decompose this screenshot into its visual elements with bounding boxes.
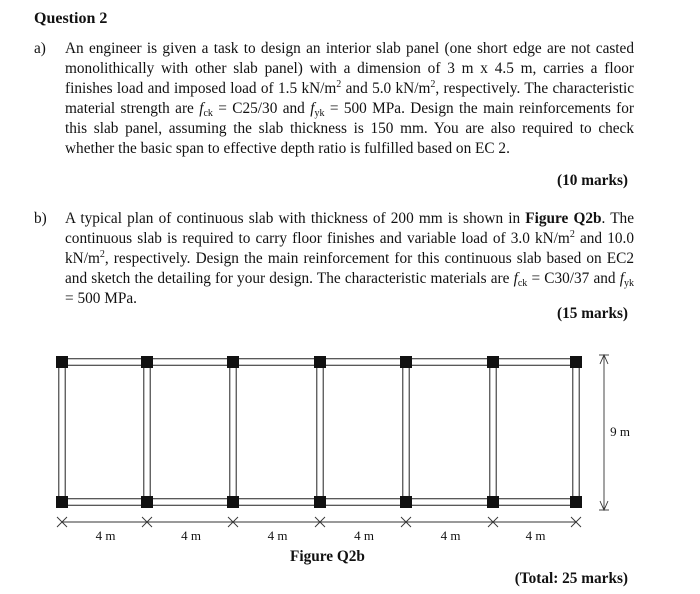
part-b-marks: (15 marks) [557,305,628,322]
figure-caption: Figure Q2b [290,548,365,565]
column [487,356,499,368]
total-marks: (Total: 25 marks) [514,570,628,587]
dimension-lines [57,355,630,543]
height-label: 9 m [610,424,630,439]
column [314,496,326,508]
span-label: 4 m [440,528,461,543]
column [400,496,412,508]
span-label: 4 m [525,528,546,543]
column [227,356,239,368]
column [56,356,68,368]
span-label: 4 m [267,528,288,543]
part-a-text: An engineer is given a task to design an interior slab panel (one short edge are not casted monolithically with other slab panel) with a dimension of 3 m x 4.5 m, carries a floor finishes load and imposed load of 1.5 $kN/m^2$ and 5.0 $kN/m^2$, respectively. The characteristic material strength are $f_{ck} = C25/30$ and $f_{yk} = 500$ MPa. Design the main reinforcements for this slab panel, assuming the slab thickness is 150 mm. You are also required to check whether the basic span to effective depth ratio is fulfilled based on EC 2. [65,40,634,157]
part-b-text: A typical plan of continuous slab with thickness of 200 mm is shown in Figure Q2b. The continuous slab is required to carry floor finishes and variable load of 3.0 $kN/m^2$ and 10.0 $kN/m^2$, respectively. Design the main reinforcement for this continuous slab based on EC2 and sketch the detailing for your design. The characteristic materials are $f_{ck} = C30/37$ and $f_{yk} = 500$ MPa. [65,210,634,307]
column [227,496,239,508]
column [487,496,499,508]
column [400,356,412,368]
column [570,496,582,508]
column [570,356,582,368]
column [141,496,153,508]
column [141,356,153,368]
part-b-label: b) [34,210,47,227]
figure-reference: Figure Q2b [525,210,602,227]
slab-plan [56,356,582,508]
column [314,356,326,368]
span-label: 4 m [181,528,201,543]
part-a-label: a) [34,40,46,57]
column [56,496,68,508]
part-a-marks: (10 marks) [557,172,628,189]
question-title: Question 2 [34,10,108,27]
span-label: 4 m [354,528,374,543]
span-label: 4 m [95,528,116,543]
